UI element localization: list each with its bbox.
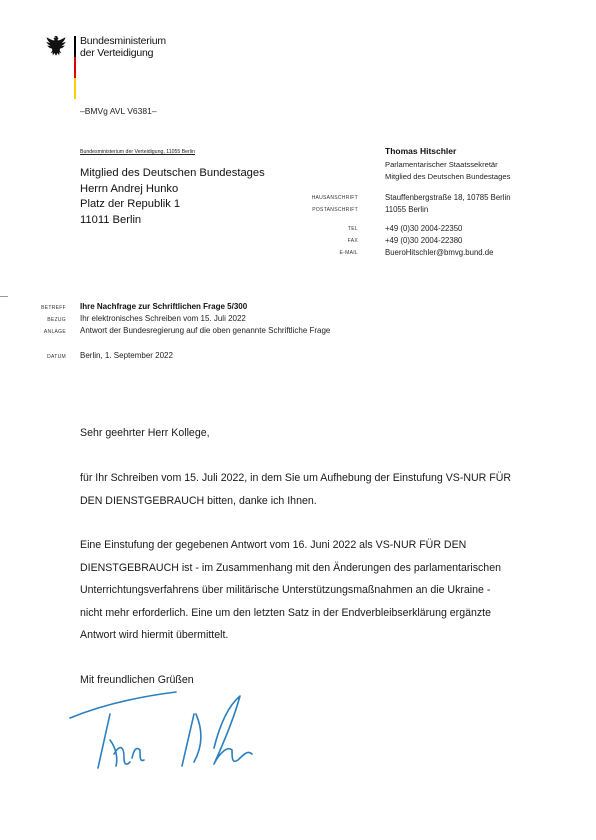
ministry-name bbox=[80, 35, 166, 59]
paragraph-line: Antwort wird hiermit übermittelt. bbox=[80, 629, 229, 641]
anlage-value: Antwort der Bundesregierung auf die oben genannte Schriftliche Frage bbox=[80, 326, 331, 335]
flag-stripe-red bbox=[74, 57, 76, 78]
sender-role: Mitglied des Deutschen Bundestages bbox=[385, 172, 511, 181]
email-value: BueroHitschler@bmvg.bund.de bbox=[385, 248, 494, 257]
german-flag-stripe bbox=[74, 36, 76, 99]
recipient-line: Mitglied des Deutschen Bundestages bbox=[80, 167, 265, 179]
datum-label: DATUM bbox=[47, 354, 66, 360]
fold-mark bbox=[0, 296, 8, 297]
salutation: Sehr geehrter Herr Kollege, bbox=[80, 427, 210, 439]
postanschrift-value: 11055 Berlin bbox=[385, 205, 429, 214]
flag-stripe-gold bbox=[74, 78, 76, 99]
bezug-value: Ihr elektronisches Schreiben vom 15. Juli 2022 bbox=[80, 314, 246, 323]
fax-value: +49 (0)30 2004-22380 bbox=[385, 236, 463, 245]
fax-label: FAX bbox=[347, 238, 358, 244]
tel-value: +49 (0)30 2004-22350 bbox=[385, 224, 463, 233]
ministry-logo bbox=[44, 34, 184, 98]
flag-stripe-black bbox=[74, 36, 76, 57]
ministry-name-line1: Bundesministerium bbox=[80, 35, 166, 47]
return-address: Bundesministerium der Verteidigung, 11055 Berlin bbox=[80, 149, 195, 155]
tel-label: TEL bbox=[347, 226, 358, 232]
closing: Mit freundlichen Grüßen bbox=[80, 674, 194, 686]
paragraph-1 bbox=[80, 467, 550, 512]
hausanschrift-value: Stauffenbergstraße 18, 10785 Berlin bbox=[385, 193, 511, 202]
postanschrift-label: POSTANSCHRIFT bbox=[312, 207, 358, 213]
ministry-name-line2: der Verteidigung bbox=[80, 47, 154, 59]
federal-eagle-icon bbox=[44, 34, 68, 58]
paragraph-line: DIENSTGEBRAUCH ist - im Zusammenhang mit den Änderungen des parlamentarischen bbox=[80, 561, 501, 574]
hausanschrift-label: HAUSANSCHRIFT bbox=[311, 195, 358, 201]
recipient-line: 11011 Berlin bbox=[80, 213, 142, 226]
paragraph-line: nicht mehr erforderlich. Eine um den letzten Satz in der Endverbleibserklärung ergänzte bbox=[80, 606, 492, 619]
paragraph-line: Eine Einstufung der gegebenen Antwort vom 16. Juni 2022 als VS-NUR FÜR DEN bbox=[80, 539, 467, 551]
paragraph-2 bbox=[80, 534, 550, 647]
bezug-label: BEZUG bbox=[47, 317, 66, 323]
recipient-line: Herrn Andrej Hunko bbox=[80, 182, 179, 195]
recipient-address bbox=[80, 166, 265, 228]
datum-value: Berlin, 1. September 2022 bbox=[80, 351, 173, 360]
paragraph-line: Unterrichtungsverfahrens über militärische Unterstützungsmaßnahmen an die Ukraine - bbox=[80, 584, 491, 596]
betreff-value: Ihre Nachfrage zur Schriftlichen Frage 5/300 bbox=[80, 302, 248, 311]
email-label: E-MAIL bbox=[339, 250, 358, 256]
reference-code: –BMVg AVL V6381– bbox=[80, 106, 157, 116]
paragraph-line: für Ihr Schreiben vom 15. Juli 2022, in dem Sie um Aufhebung der Einstufung VS-NUR FÜR bbox=[80, 472, 512, 484]
handwritten-signature bbox=[64, 688, 264, 778]
sender-title-block bbox=[385, 159, 510, 183]
betreff-label: BETREFF bbox=[41, 305, 66, 311]
paragraph-line: DEN DIENSTGEBRAUCH bitten, danke ich Ihnen. bbox=[80, 494, 317, 507]
recipient-line: Platz der Republik 1 bbox=[80, 198, 181, 210]
anlage-label: ANLAGE bbox=[43, 329, 66, 335]
sender-title: Parlamentarischer Staatssekretär bbox=[385, 160, 498, 169]
sender-name: Thomas Hitschler bbox=[385, 146, 457, 156]
